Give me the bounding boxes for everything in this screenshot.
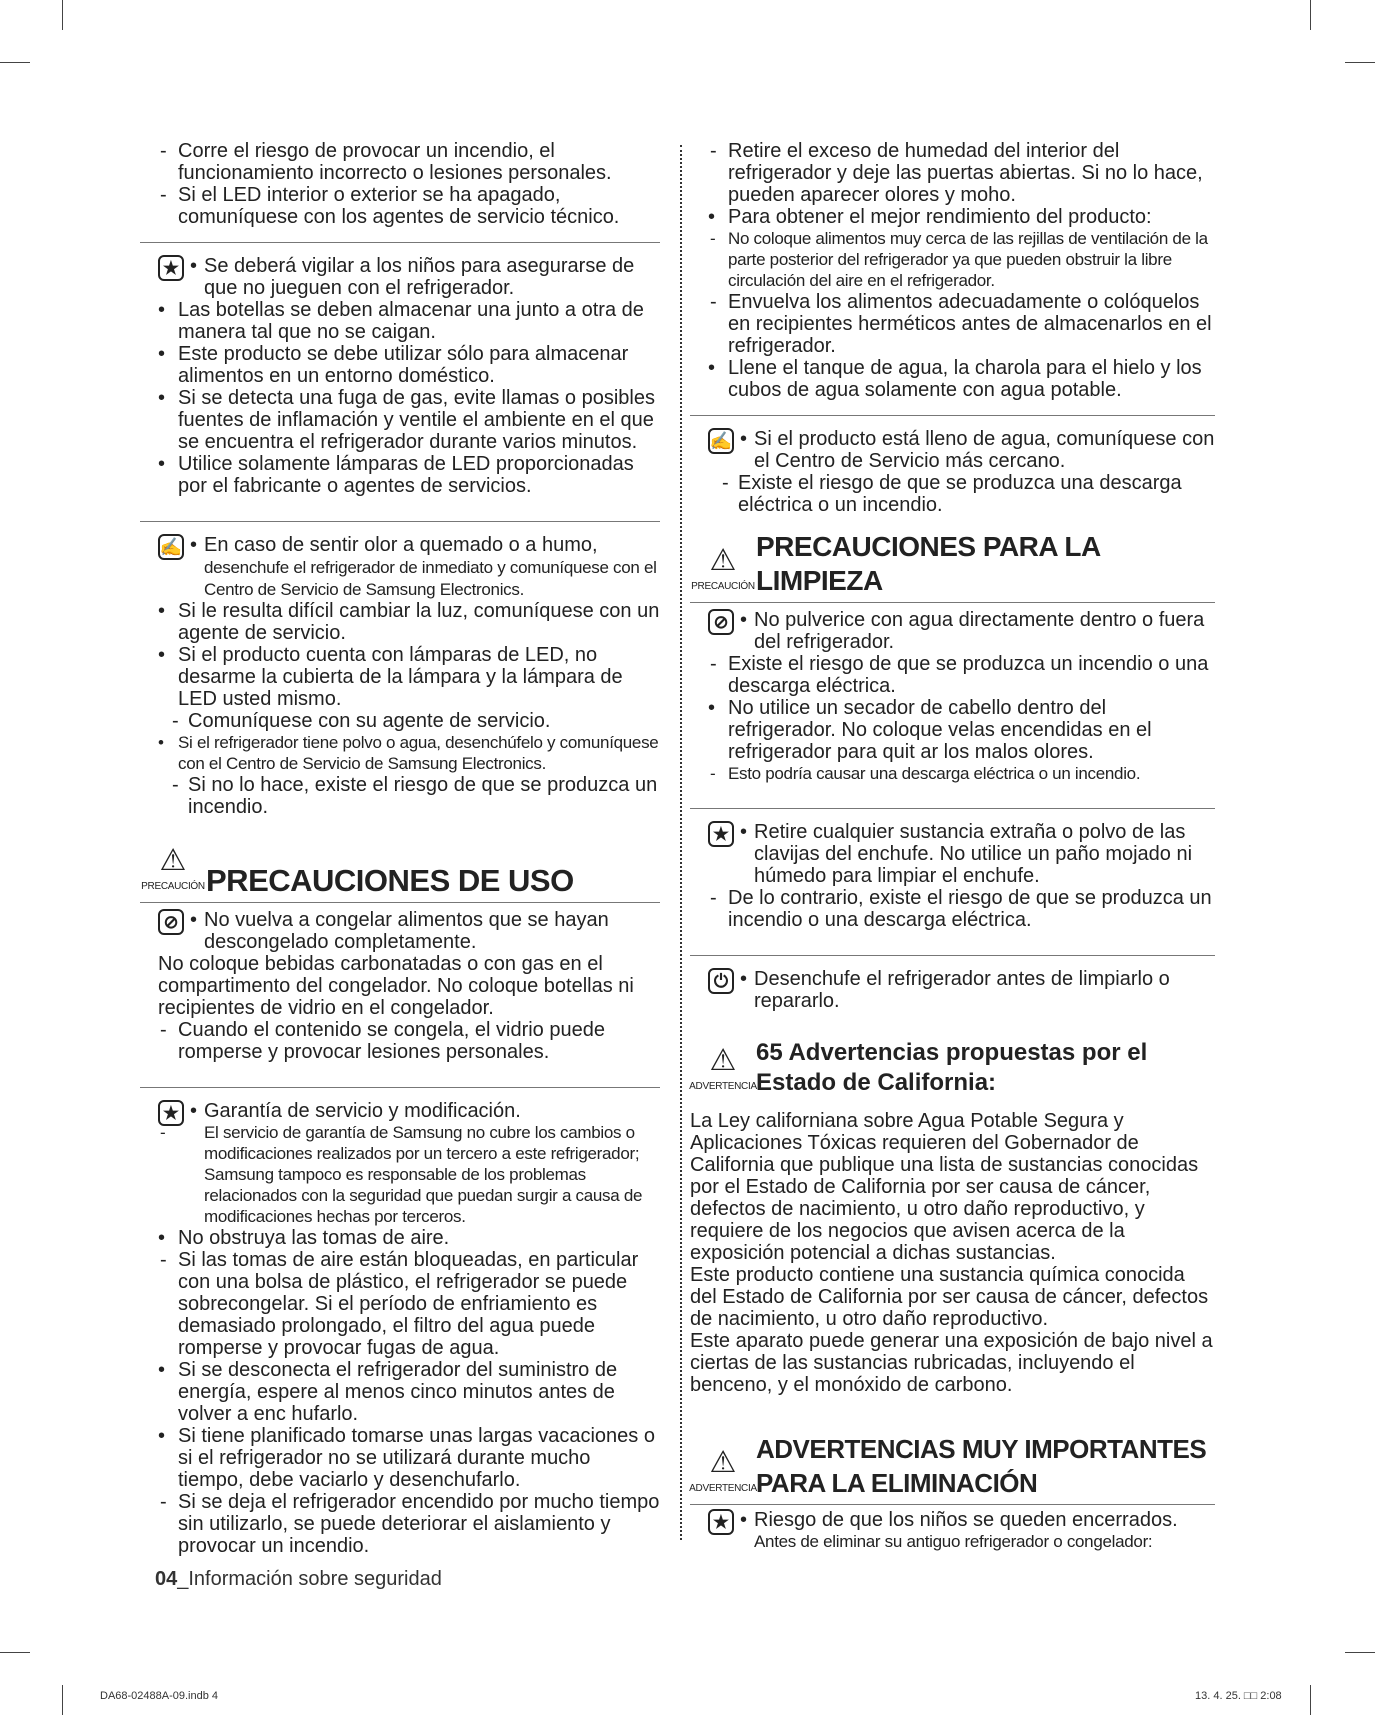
warning-triangle-icon: ⚠ bbox=[709, 1446, 737, 1479]
section-title-group bbox=[756, 1432, 1206, 1500]
section-title: Estado de California: bbox=[756, 1069, 997, 1096]
notice-box bbox=[690, 415, 1215, 526]
paragraph: La Ley californiana sobre Agua Potable Segura y Aplicaciones Tóxicas requieren del Gobernador de California que publique una lista de sustancias conocidas por el Estado de California por ser causa de cáncer, defectos de nacimiento, u otro daño reproductivo, y requiere de los negocios que avisen acerca de la exposición potencial a dichas sustancias. bbox=[690, 1110, 1199, 1264]
paragraph: Este aparato puede generar una exposición de bajo nivel a ciertas de las sustancias rubricadas, incluyendo el benceno, y el monóxido de carbono. bbox=[690, 1330, 1213, 1396]
paragraph: No coloque bebidas carbonatadas o con gas en el compartimento del congelador. No coloque botellas ni recipientes de vidrio en el congelador. bbox=[158, 953, 634, 1019]
list-item: • Si el producto está lleno de agua, comuníquese con el Centro de Servicio más cercano. bbox=[690, 428, 1215, 472]
notice-box bbox=[690, 955, 1215, 1022]
list-item: • Llene el tanque de agua, la charola para el hielo y los cubos de agua solamente con agua potable. bbox=[690, 357, 1215, 401]
list-item: - Envuelva los alimentos adecuadamente o colóquelos en recipientes herméticos antes de almacenarlos en el refrigerador. bbox=[690, 291, 1215, 357]
caution-symbol bbox=[140, 846, 206, 898]
list-item: • Riesgo de que los niños se queden encerrados. bbox=[690, 1509, 1215, 1531]
crop-mark bbox=[0, 62, 30, 63]
crop-mark bbox=[0, 1652, 30, 1653]
list-item: - Existe el riesgo de que se produzca un incendio o una descarga eléctrica. bbox=[690, 653, 1215, 697]
list-item: - Corre el riesgo de provocar un incendio, el funcionamiento incorrecto o lesiones personales. bbox=[140, 140, 660, 184]
notice-box bbox=[690, 603, 1215, 794]
list-item: - Si el LED interior o exterior se ha apagado, comuníquese con los agentes de servicio técnico. bbox=[140, 184, 660, 228]
list-item: • Para obtener el mejor rendimiento del producto: bbox=[690, 206, 1215, 228]
list-item: • Utilice solamente lámparas de LED proporcionadas por el fabricante o agentes de servicios. bbox=[140, 453, 660, 497]
warning-symbol bbox=[690, 1046, 756, 1098]
list-item: • Retire cualquier sustancia extraña o polvo de las clavijas del enchufe. No utilice un paño mojado ni húmedo para limpiar el enchufe. bbox=[690, 821, 1215, 887]
list-item: - No coloque alimentos muy cerca de las rejillas de ventilación de la parte posterior del refrigerador ya que pueden obstruir la libre circulación del aire en el refrigerador. bbox=[690, 228, 1215, 291]
list-item: • Si el refrigerador tiene polvo o agua, desenchúfelo y comuníquese con el Centro de Servicio de Samsung Electronics. bbox=[140, 732, 660, 774]
caution-label: PRECAUCIÓN bbox=[141, 881, 205, 892]
crop-mark bbox=[62, 1685, 63, 1715]
list-item: • Se deberá vigilar a los niños para asegurarse de que no jueguen con el refrigerador. bbox=[140, 255, 660, 299]
list-item bbox=[140, 534, 660, 600]
list-item: - Si las tomas de aire están bloqueadas, en particular con una bolsa de plástico, el refrigerador se puede sobrecongelar. Si el período de enfriamiento es demasiado prolongado, el filtro del agua puede romperse y provocar fugas de agua. bbox=[140, 1249, 660, 1359]
notice-box bbox=[690, 808, 1215, 941]
list-item: • Desenchufe el refrigerador antes de limpiarlo o repararlo. bbox=[690, 968, 1215, 1012]
footer-text: _Información sobre seguridad bbox=[177, 1568, 442, 1590]
prohibited-icon: ⊘ bbox=[158, 909, 184, 935]
list-item: • Garantía de servicio y modificación. bbox=[140, 1100, 660, 1122]
section-title: PARA LA ELIMINACIÓN bbox=[756, 1468, 1038, 1498]
prohibited-icon: ⊘ bbox=[708, 609, 734, 635]
star-icon: ★ bbox=[158, 1100, 184, 1126]
warning-label: ADVERTENCIA bbox=[689, 1483, 757, 1494]
unplug-icon: ⏻ bbox=[708, 968, 734, 994]
column-divider bbox=[680, 145, 682, 1540]
left-column bbox=[140, 140, 660, 1567]
crop-mark bbox=[1345, 1652, 1375, 1653]
section-heading bbox=[690, 1038, 1215, 1102]
list-item: - Existe el riesgo de que se produzca una descarga eléctrica o un incendio. bbox=[690, 472, 1215, 516]
list-item: • No vuelva a congelar alimentos que se hayan descongelado completamente. bbox=[140, 909, 660, 953]
print-date-info: 13. 4. 25. □□ 2:08 bbox=[1195, 1690, 1282, 1702]
caution-label: PRECAUCIÓN bbox=[691, 581, 755, 592]
warning-symbol bbox=[690, 1448, 756, 1500]
list-item: • No obstruya las tomas de aire. bbox=[140, 1227, 660, 1249]
list-item: • Este producto se debe utilizar sólo para almacenar alimentos en un entorno doméstico. bbox=[140, 343, 660, 387]
list-item: • No pulverice con agua directamente dentro o fuera del refrigerador. bbox=[690, 609, 1215, 653]
list-item: - De lo contrario, existe el riesgo de que se produzca un incendio o una descarga eléctrica. bbox=[690, 887, 1215, 931]
list-item: • Las botellas se deben almacenar una junto a otra de manera tal que no se caigan. bbox=[140, 299, 660, 343]
hand-pointer-icon: ✍ bbox=[158, 534, 184, 560]
list-item: • Si se detecta una fuga de gas, evite llamas o posibles fuentes de inflamación y ventile el ambiente en el que se encuentra el refrigerador durante varios minutos. bbox=[140, 387, 660, 453]
section-title-group bbox=[756, 1038, 1147, 1098]
warning-triangle-icon: ⚠ bbox=[159, 844, 187, 877]
star-icon: ★ bbox=[158, 255, 184, 281]
list-item: - Esto podría causar una descarga eléctrica o un incendio. bbox=[690, 763, 1215, 784]
warning-label: ADVERTENCIA bbox=[689, 1081, 757, 1092]
list-item: - El servicio de garantía de Samsung no cubre los cambios o modificaciones realizados por un tercero a este refrigerador; Samsung tampoco es responsable de los problemas relacionados con la seguridad que puedan surgir a causa de modificaciones hechas por terceros. bbox=[140, 1122, 660, 1227]
list-item: - Si se deja el refrigerador encendido por mucho tiempo sin utilizarlo, se puede deteriorar el aislamiento y provocar un incendio. bbox=[140, 1491, 660, 1557]
list-item: • Si le resulta difícil cambiar la luz, comuníquese con un agente de servicio. bbox=[140, 600, 660, 644]
section-title: ADVERTENCIAS MUY IMPORTANTES bbox=[756, 1434, 1207, 1464]
notice-box bbox=[140, 1087, 660, 1567]
page-footer bbox=[155, 1568, 442, 1591]
section-title: 65 Advertencias propuestas por el bbox=[756, 1039, 1148, 1066]
notice-box bbox=[140, 242, 660, 507]
section-title: PRECAUCIONES DE USO bbox=[206, 863, 574, 898]
print-file-info: DA68-02488A-09.indb 4 bbox=[100, 1690, 219, 1702]
list-item: - Cuando el contenido se congela, el vidrio puede romperse y provocar lesiones personales. bbox=[140, 1019, 660, 1063]
notice-box bbox=[690, 1505, 1215, 1562]
section-heading bbox=[690, 1432, 1215, 1505]
page-number: 04 bbox=[155, 1568, 178, 1590]
hand-pointer-icon: ✍ bbox=[708, 428, 734, 454]
section-heading bbox=[690, 530, 1215, 603]
right-column bbox=[690, 140, 1215, 1562]
list-item: • No utilice un secador de cabello dentro del refrigerador. No coloque velas encendidas en el refrigerador para quit ar los malos olores. bbox=[690, 697, 1215, 763]
list-item: • Si se desconecta el refrigerador del suministro de energía, espere al menos cinco minutos antes de volver a enc hufarlo. bbox=[140, 1359, 660, 1425]
caution-symbol bbox=[690, 546, 756, 598]
paragraph: Este producto contiene una sustancia química conocida del Estado de California por ser causa de cáncer, defectos de nacimiento, u otro daño reproductivo. bbox=[690, 1264, 1209, 1330]
section-heading bbox=[140, 846, 660, 903]
list-item: - Comuníquese con su agente de servicio. bbox=[140, 710, 660, 732]
item-text: desenchufe el refrigerador de inmediato y comuníquese con el Centro de Servicio de Samsung Electronics. bbox=[204, 558, 657, 599]
notice-box bbox=[140, 903, 660, 1073]
warning-triangle-icon: ⚠ bbox=[709, 544, 737, 577]
star-icon: ★ bbox=[708, 1509, 734, 1535]
list-item: • Si el producto cuenta con lámparas de LED, no desarme la cubierta de la lámpara y la lámpara de LED usted mismo. bbox=[140, 644, 660, 710]
crop-mark bbox=[1345, 62, 1375, 63]
crop-mark bbox=[1310, 0, 1311, 30]
warning-triangle-icon: ⚠ bbox=[709, 1044, 737, 1077]
list-item-continuation: Antes de eliminar su antiguo refrigerador o congelador: bbox=[754, 1532, 1153, 1551]
list-item: - Retire el exceso de humedad del interior del refrigerador y deje las puertas abiertas. Si no lo hace, pueden aparecer olores y moho. bbox=[690, 140, 1215, 206]
star-icon: ★ bbox=[708, 821, 734, 847]
section-title: PRECAUCIONES PARA LA LIMPIEZA bbox=[756, 531, 1100, 596]
list-item: • Si tiene planificado tomarse unas largas vacaciones o si el refrigerador no se utilizará durante mucho tiempo, debe vaciarlo y desenchufarlo. bbox=[140, 1425, 660, 1491]
item-text: En caso de sentir olor a quemado o a humo, bbox=[204, 534, 598, 556]
crop-mark bbox=[1310, 1685, 1311, 1715]
crop-mark bbox=[62, 0, 63, 30]
list-item: - Si no lo hace, existe el riesgo de que se produzca un incendio. bbox=[140, 774, 660, 818]
notice-box bbox=[140, 521, 660, 828]
